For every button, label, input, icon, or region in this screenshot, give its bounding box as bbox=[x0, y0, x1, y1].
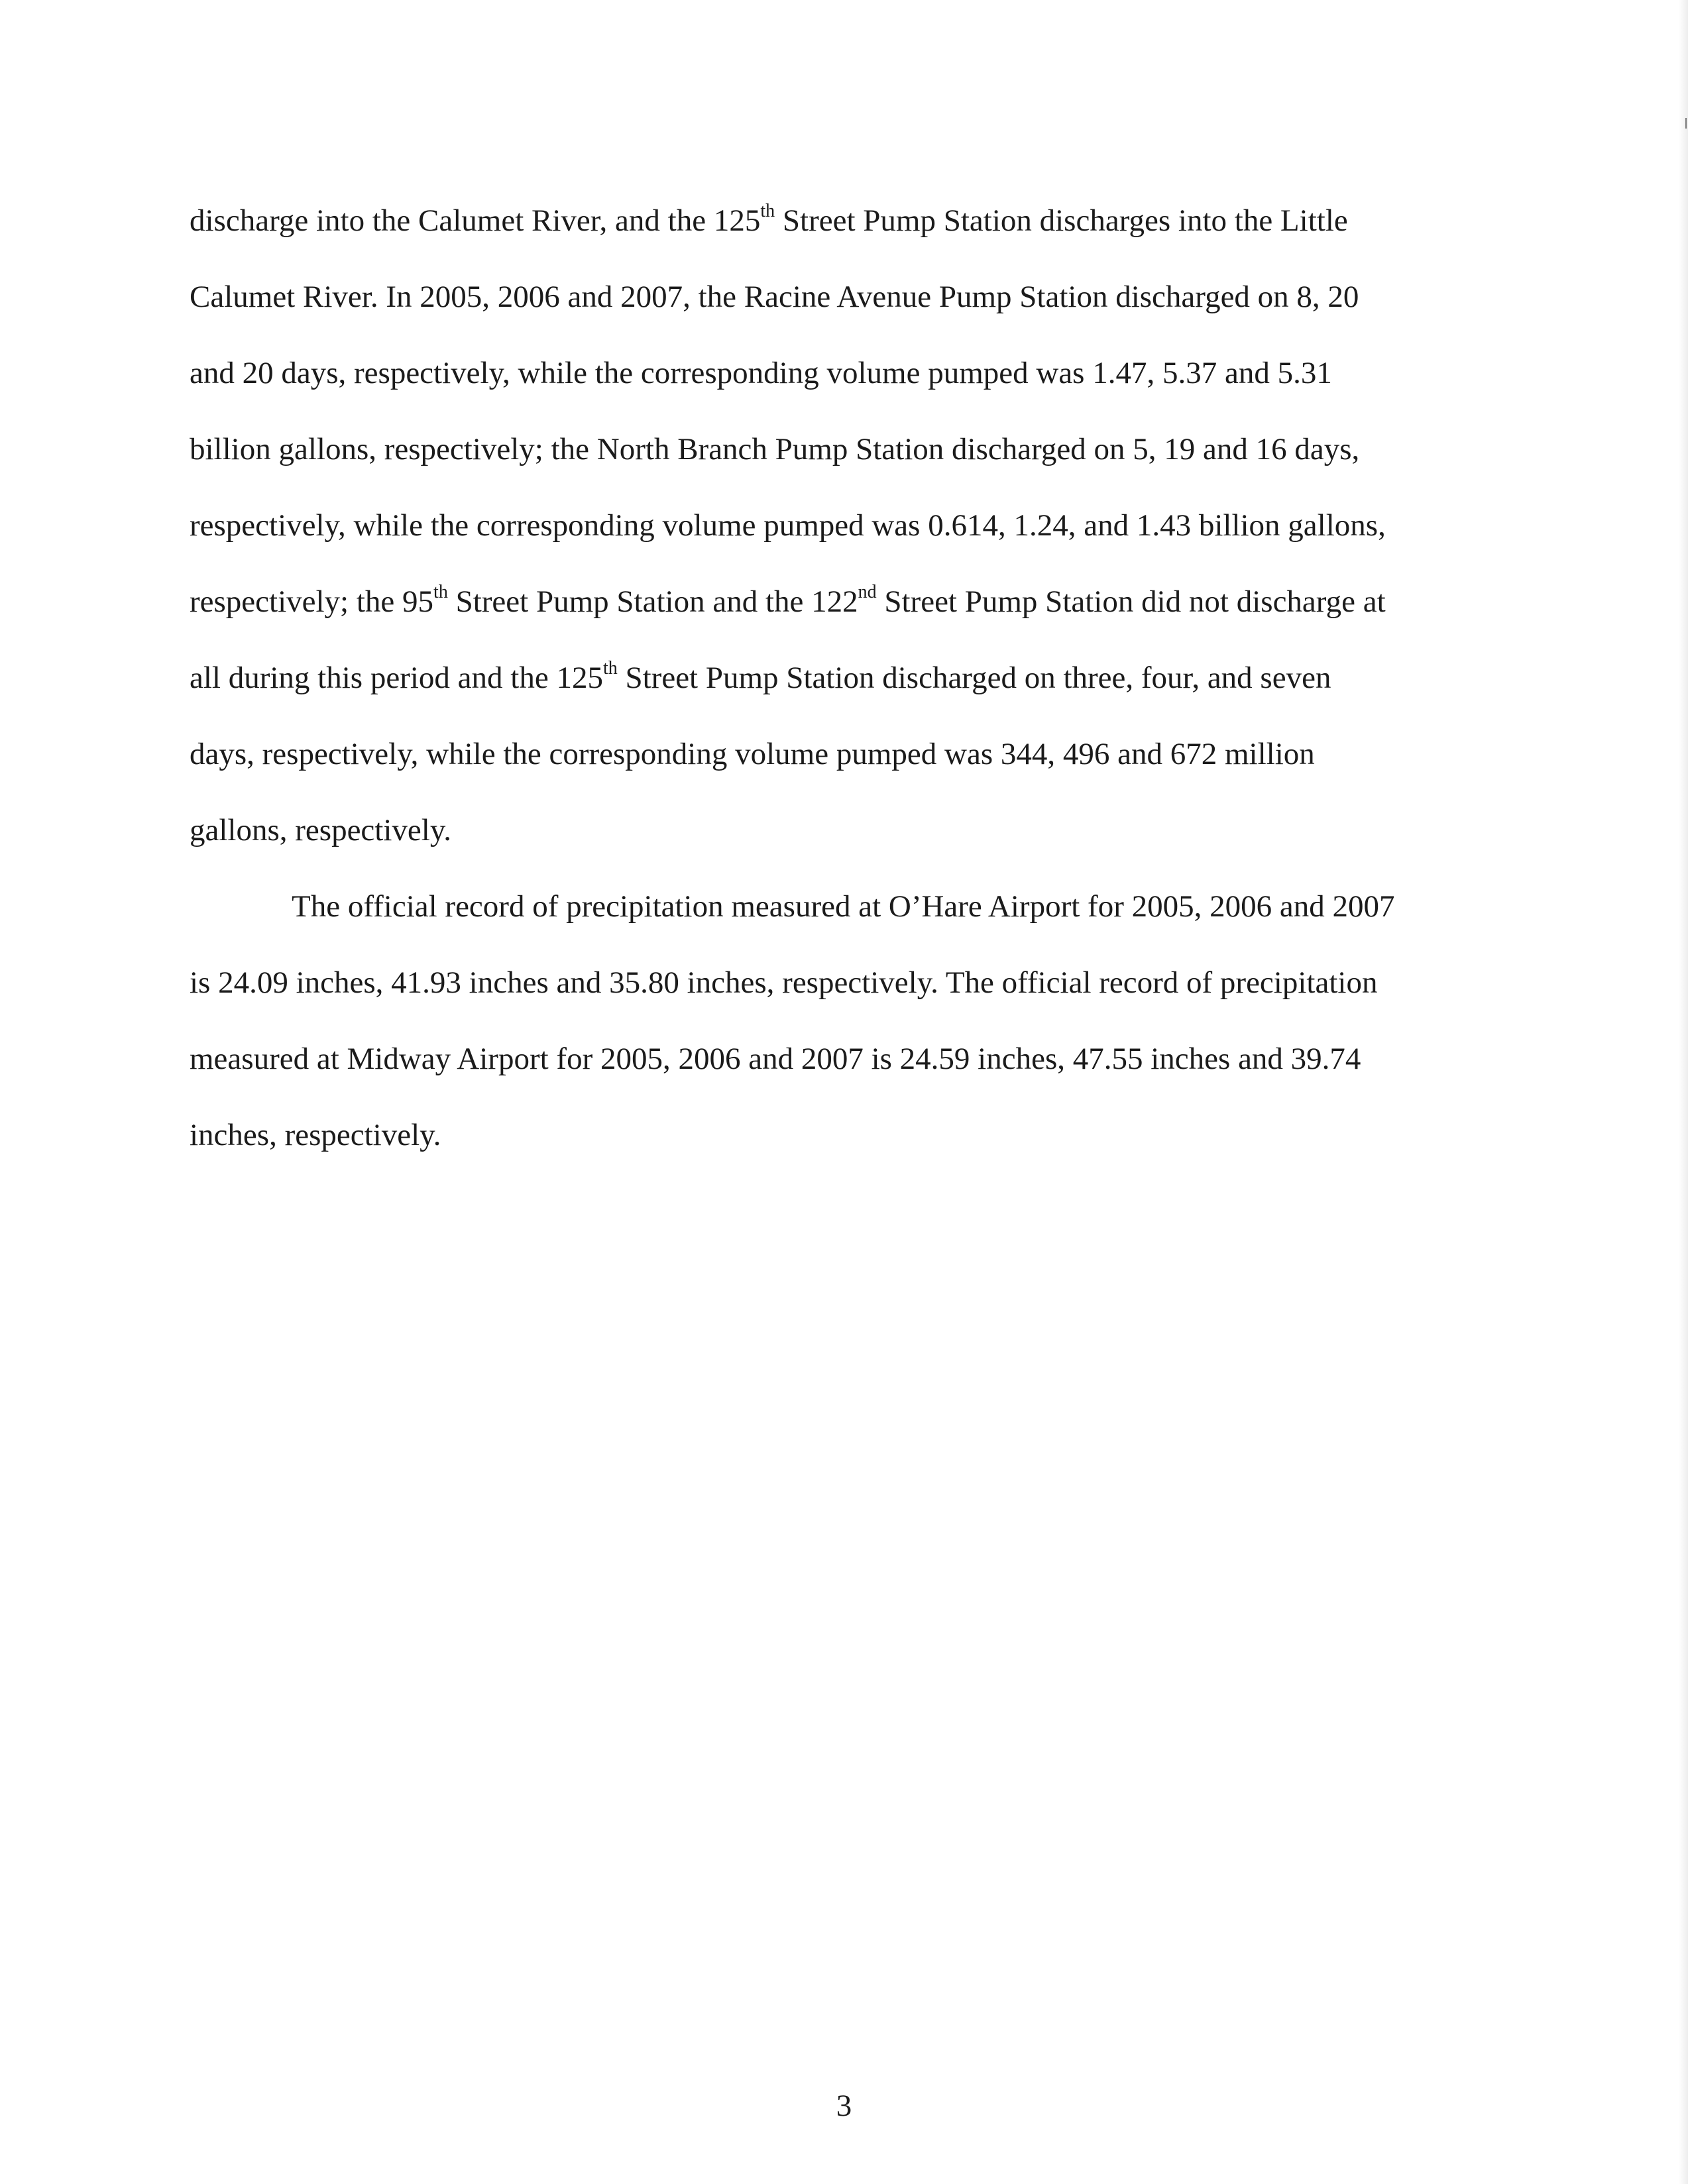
text-run: Calumet River. In 2005, 2006 and 2007, the Racine Avenue Pump Station discharged on 8, 20 bbox=[190, 280, 1359, 314]
text-line bbox=[190, 183, 1489, 259]
ordinal-superscript: th bbox=[433, 582, 448, 602]
text-line bbox=[190, 259, 1489, 335]
text-run: discharge into the Calumet River, and the 125 bbox=[190, 203, 761, 238]
text-run: The official record of precipitation measured at O’Hare Airport for 2005, 2006 and 2007 bbox=[292, 889, 1395, 924]
text-run: inches, respectively. bbox=[190, 1118, 441, 1152]
text-run: and 20 days, respectively, while the corresponding volume pumped was 1.47, 5.37 and 5.31 bbox=[190, 356, 1332, 390]
text-run: measured at Midway Airport for 2005, 2006 and 2007 is 24.59 inches, 47.55 inches and 39.74 bbox=[190, 1042, 1361, 1076]
text-run: all during this period and the 125 bbox=[190, 661, 603, 695]
text-line bbox=[190, 564, 1489, 640]
text-line bbox=[190, 1097, 1489, 1174]
text-line bbox=[190, 335, 1489, 411]
text-run: days, respectively, while the corresponding volume pumped was 344, 496 and 672 million bbox=[190, 737, 1315, 771]
text-line bbox=[190, 869, 1489, 945]
text-run: Street Pump Station did not discharge at bbox=[876, 584, 1386, 619]
text-line bbox=[190, 488, 1489, 564]
ordinal-superscript: nd bbox=[858, 582, 877, 602]
text-run: respectively; the 95 bbox=[190, 584, 434, 619]
text-line bbox=[190, 945, 1489, 1021]
text-run: billion gallons, respectively; the North Branch Pump Station discharged on 5, 19 and 16 days, bbox=[190, 432, 1360, 466]
text-run: is 24.09 inches, 41.93 inches and 35.80 inches, respectively. The official record of precipitation bbox=[190, 965, 1378, 1000]
document-body bbox=[190, 183, 1489, 1174]
page-edge bbox=[1679, 0, 1688, 2184]
page-number: 3 bbox=[836, 2089, 852, 2123]
text-run: respectively, while the corresponding volume pumped was 0.614, 1.24, and 1.43 billion gallons, bbox=[190, 508, 1386, 543]
text-line bbox=[190, 716, 1489, 792]
text-run: Street Pump Station discharges into the Little bbox=[775, 203, 1348, 238]
text-run: gallons, respectively. bbox=[190, 813, 452, 847]
text-line bbox=[190, 1021, 1489, 1097]
text-line bbox=[190, 411, 1489, 488]
text-run: Street Pump Station and the 122 bbox=[447, 584, 858, 619]
text-line bbox=[190, 792, 1489, 869]
text-run: Street Pump Station discharged on three, four, and seven bbox=[617, 661, 1331, 695]
text-line bbox=[190, 640, 1489, 716]
ordinal-superscript: th bbox=[760, 201, 775, 221]
scan-mark bbox=[1685, 118, 1687, 129]
ordinal-superscript: th bbox=[602, 658, 618, 679]
